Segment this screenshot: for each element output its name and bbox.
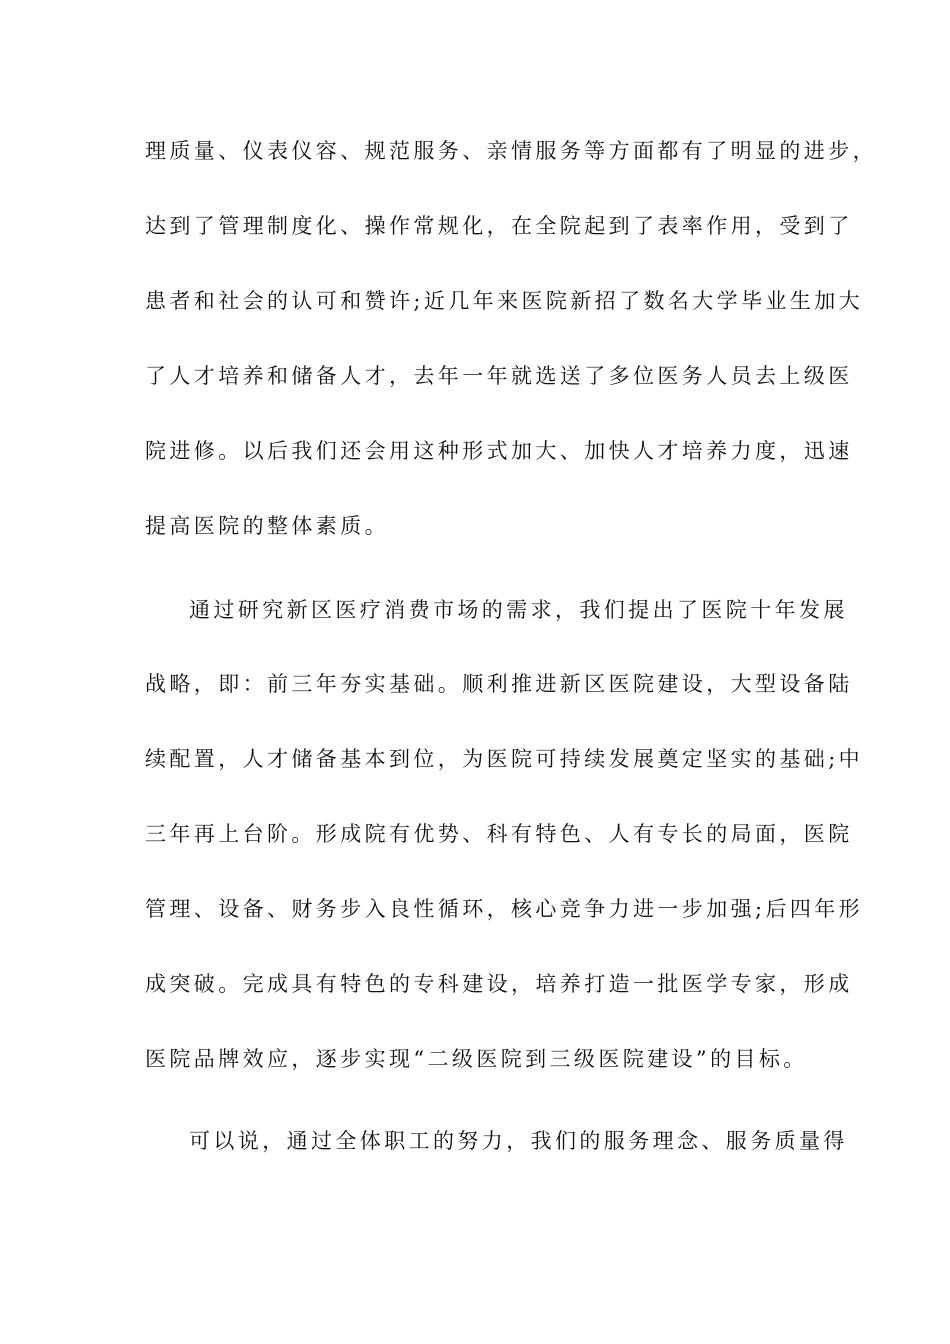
text-line: 续配置，人才储备基本到位，为医院可持续发展奠定坚实的基础;中 xyxy=(145,747,864,771)
text-line: 院进修。以后我们还会用这种形式加大、加快人才培养力度，迅速 xyxy=(145,439,853,463)
text-line: 成突破。完成具有特色的专科建设，培养打造一批医学专家，形成 xyxy=(145,972,853,996)
text-line: 管理、设备、财务步入良性循环，核心竞争力进一步加强;后四年形 xyxy=(145,897,864,921)
text-line: 可以说，通过全体职工的努力，我们的服务理念、服务质量得 xyxy=(189,1129,848,1153)
text-line: 了人才培养和储备人才，去年一年就选送了多位医务人员去上级医 xyxy=(145,364,853,388)
text-line: 医院品牌效应，逐步实现“二级医院到三级医院建设”的目标。 xyxy=(145,1047,808,1071)
text-line: 战略，即：前三年夯实基础。顺利推进新区医院建设，大型设备陆 xyxy=(145,672,853,696)
text-line: 患者和社会的认可和赞许;近几年来医院新招了数名大学毕业生加大 xyxy=(145,289,864,313)
text-line: 三年再上台阶。形成院有优势、科有特色、人有专长的局面，医院 xyxy=(145,822,853,846)
text-line: 理质量、仪表仪容、规范服务、亲情服务等方面都有了明显的进步， xyxy=(145,139,877,163)
text-line: 提高医院的整体素质。 xyxy=(145,514,389,538)
text-line: 通过研究新区医疗消费市场的需求，我们提出了医院十年发展 xyxy=(189,598,848,622)
text-line: 达到了管理制度化、操作常规化，在全院起到了表率作用，受到了 xyxy=(145,214,853,238)
